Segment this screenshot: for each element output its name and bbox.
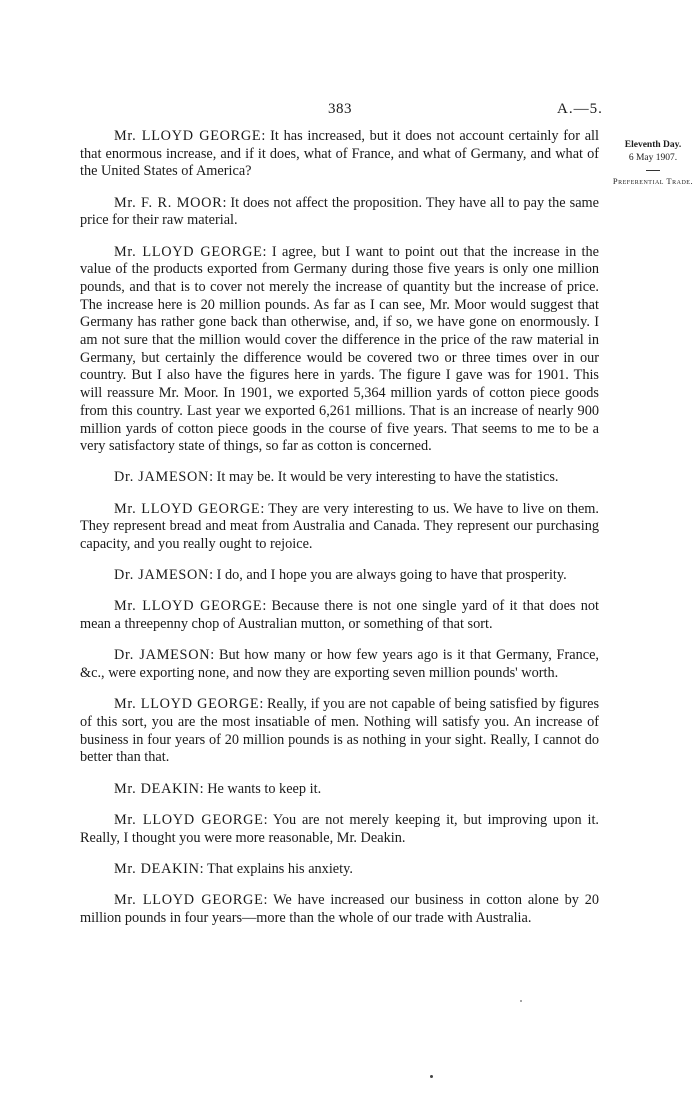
speaker-name: Mr. DEAKIN (114, 860, 200, 877)
speech-paragraph: Mr. LLOYD GEORGE: Because there is not one single yard of it that does not mean a threepenny chop of Australian mutton, or something of that sort. (80, 598, 599, 633)
speech-text: They are very interesting to us. We have to live on them. They represent bread and meat from Australia and Canada. They represent our purchasing capacity, and you really ought to rejoice. (80, 500, 600, 553)
speech-text: I agree, but I want to point out that the increase in the value of the products exported from Germany during those five years is only one million pounds, and that is to cover not merely the increase of quantity but the increase of price. The increase here is 20 million pounds. As far as I can see, Mr. Moor would suggest that Germany has rather gone back than otherwise, and, if so, we have gone on enormously. I am not sure that the million would cover the difference in the price of the raw material in Germany, but certainly the difference would be covered two or three times over in our country. But I also have the figures here in yards. The figure I gave was for 1901. This will reassure Mr. Moor. In 1901, we exported 5,364 million yards of cotton piece goods from this country. Last year we exported 6,261 millions. That is an increase of nearly 900 million yards of cotton piece goods in the course of five years. That seems to me to be a very satisfactory state of things, so far as cotton is concerned. (80, 243, 600, 455)
margin-note-divider (646, 170, 660, 171)
speaker-name: Mr. LLOYD GEORGE (114, 243, 263, 260)
speaker-name: Dr. JAMESON (114, 647, 211, 664)
speech-text: It does not affect the proposition. They have all to pay the same price for their raw material. (80, 194, 600, 229)
speech-paragraph: Mr. LLOYD GEORGE: We have increased our business in cotton alone by 20 million pounds in four years—more than the whole of our trade with Australia. (80, 891, 600, 926)
speech-paragraph: Mr. DEAKIN: That explains his anxiety. (114, 860, 353, 877)
speech-paragraph: Mr. LLOYD GEORGE: They are very interesting to us. We have to live on them. They represent bread and meat from Australia and Canada. They represent our purchasing capacity, and you really ought to rejoice. (80, 500, 600, 553)
footer-mark (430, 1075, 433, 1078)
page-number: 383 (328, 101, 352, 117)
margin-note-date: 6 May 1907. (628, 153, 678, 163)
speech-paragraph: Dr. JAMESON: I do, and I hope you are always going to have that prosperity. (114, 567, 567, 584)
speech-paragraph: Dr. JAMESON: But how many or how few years ago is it that Germany, France, &c., were exporting none, and now they are exporting seven million pounds' worth. (80, 647, 600, 682)
speech-text: Because there is not one single yard of it that does not mean a threepenny chop of Australian mutton, or something of that sort. (80, 598, 599, 633)
document-reference: A.—5. (557, 101, 603, 117)
speaker-name: Dr. JAMESON (114, 469, 210, 486)
speech-paragraph: Mr. LLOYD GEORGE: I agree, but I want to point out that the increase in the value of the products exported from Germany during those five years is only one million pounds, and that is to cover not merely the increase of quantity but the increase of price. The increase here is 20 million pounds. As far as I can see, Mr. Moor would suggest that Germany has rather gone back than otherwise, and, if so, we have gone on enormously. I am not sure that the million would cover the difference in the price of the raw material in Germany, but certainly the difference would be covered two or three times over in our country. But I also have the figures here in yards. The figure I gave was for 1901. This will reassure Mr. Moor. In 1901, we exported 5,364 million yards of cotton piece goods from this country. Last year we exported 6,261 millions. That is an increase of nearly 900 million yards of cotton piece goods in the course of five years. That seems to me to be a very satisfactory state of things, so far as cotton is concerned. (80, 243, 600, 455)
speech-text: It may be. It would be very interesting to have the statistics. (216, 469, 559, 486)
margin-note (610, 139, 696, 188)
speech-paragraph: Mr. LLOYD GEORGE: It has increased, but it does not account certainly for all that enormous increase, and if it does, what of France, and what of Germany, and what of the United States of America? (80, 128, 599, 180)
speech-paragraph: Mr. DEAKIN: He wants to keep it. (114, 780, 322, 797)
speech-paragraph: Dr. JAMESON: It may be. It would be very interesting to have the statistics. (114, 469, 559, 486)
speech-text: It has increased, but it does not account certainly for all that enormous increase, and if it does, what of France, and what of Germany, and what of the United States of America? (80, 128, 599, 180)
speech-paragraph: Mr. LLOYD GEORGE: Really, if you are not capable of being satisfied by figures of this sort, you are the most insatiable of men. Nothing will satisfy you. An increase of business in four years of 20 million pounds is as nothing in your sight. Really, I cannot do better than that. (80, 696, 600, 766)
speaker-name: Mr. LLOYD GEORGE (114, 500, 261, 517)
speech-paragraph: Mr. LLOYD GEORGE: You are not merely keeping it, but improving upon it. Really, I thought you were more reasonable, Mr. Deakin. (80, 811, 599, 846)
margin-note-topic: Preferential Trade. (612, 176, 694, 186)
speaker-name: Mr. LLOYD GEORGE (114, 598, 263, 615)
print-speck (520, 1000, 522, 1002)
speech-text: You are not merely keeping it, but improving upon it. Really, I thought you were more reasonable, Mr. Deakin. (80, 811, 599, 846)
speaker-name: Mr. LLOYD GEORGE (114, 891, 264, 908)
speaker-name: Mr. LLOYD GEORGE (114, 811, 264, 828)
margin-note-day: Eleventh Day. (624, 140, 682, 150)
speech-paragraph: Mr. F. R. MOOR: It does not affect the proposition. They have all to pay the same price for their raw material. (80, 194, 600, 229)
speaker-name: Dr. JAMESON (114, 567, 210, 584)
speech-text: We have increased our business in cotton alone by 20 million pounds in four years—more than the whole of our trade with Australia. (80, 891, 600, 926)
speaker-name: Mr. LLOYD GEORGE (114, 128, 262, 144)
speech-text: Really, if you are not capable of being satisfied by figures of this sort, you are the most insatiable of men. Nothing will satisfy you. An increase of business in four years of 20 million pounds is as nothing in your sight. Really, I cannot do better than that. (80, 696, 600, 766)
speaker-name: Mr. LLOYD GEORGE (114, 696, 260, 713)
speaker-name: Mr. F. R. MOOR (114, 194, 223, 211)
transcript-body (80, 128, 599, 941)
speaker-name: Mr. DEAKIN (114, 780, 200, 797)
speech-text: That explains his anxiety. (206, 860, 353, 877)
speech-text: But how many or how few years ago is it that Germany, France, &c., were exporting none, and now they are exporting seven million pounds' worth. (80, 647, 600, 682)
speech-text: I do, and I hope you are always going to have that prosperity. (216, 567, 567, 584)
speech-text: He wants to keep it. (207, 780, 322, 797)
